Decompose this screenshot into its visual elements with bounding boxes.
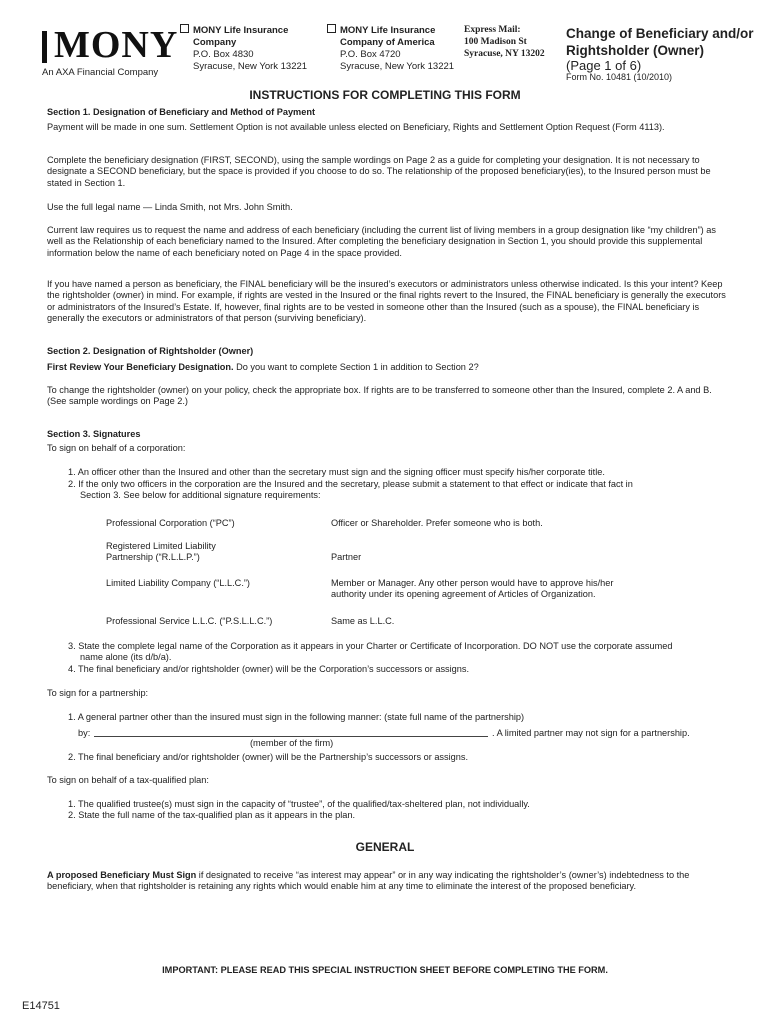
partnership-item-2: 2. The final beneficiary and/or rightsholder (owner) will be the Partnership’s successors or assigns.: [68, 752, 469, 762]
corporation-item-3-cont: name alone (its d/b/a).: [80, 652, 172, 662]
form-number: Form No. 10481 (10/2010): [566, 72, 673, 82]
express-mail-address: [464, 24, 545, 60]
section2-lead: [47, 362, 731, 373]
company2-po-box: P.O. Box 4720: [340, 49, 401, 60]
tax-plan-item-1: 1. The qualified trustee(s) must sign in the capacity of “trustee”, of the qualified/tax-sheltered plan, not individually.: [68, 799, 530, 809]
footer-form-code: E14751: [22, 1000, 60, 1012]
partnership-by-label: by:: [78, 728, 91, 738]
section2-heading: Section 2. Designation of Rightsholder (Owner): [47, 346, 254, 356]
signer-rllp: Partner: [331, 552, 362, 562]
company-address-1: [180, 24, 307, 73]
corporation-item-4: 4. The final beneficiary and/or rightsholder (owner) will be the Corporation’s successors or assigns.: [68, 664, 470, 674]
form-title-line-1: Change of Beneficiary and/or: [566, 26, 754, 41]
entity-pc: Professional Corporation (“PC”): [106, 518, 235, 528]
entity-rllp: Registered Limited Liability Partnership (“R.L.L.P.”): [106, 541, 216, 563]
section1-paragraph-3: Use the full legal name — Linda Smith, not Mrs. John Smith.: [47, 202, 293, 212]
company1-city: Syracuse, New York 13221: [193, 61, 308, 72]
general-text: if designated to receive “as interest may appear” or in any way indicating the rightsholder’s (owner’s) indebtedness to the beneficiary, when that rightsholder is retaining any rights which would enable him at any time to eliminate the interest of the proposed beneficiary.: [47, 870, 690, 892]
company1-name: MONY Life Insurance: [193, 25, 289, 36]
partnership-limited-note: . A limited partner may not sign for a partnership.: [492, 728, 690, 738]
logo-mark: [42, 31, 47, 63]
company1-checkbox[interactable]: [180, 24, 189, 33]
company2-name: MONY Life Insurance: [340, 25, 436, 36]
section1-paragraph-2: Complete the beneficiary designation (FIRST, SECOND), using the sample wordings on Page 2 as a guide for completing your designation. It is not necessary to designate a SECOND beneficiary, but the space is provided if you choose to do so. The relationship of the proposed beneficiary(ies), to the Insured person must be stated in Section 1.: [47, 155, 711, 188]
corporation-intro: To sign on behalf of a corporation:: [47, 443, 186, 453]
corporation-item-2: 2. If the only two officers in the corporation are the Insured and the secretary, please submit a statement to that effect or indicate that fact in: [68, 479, 633, 489]
section2-paragraph: To change the rightsholder (owner) on your policy, check the appropriate box. If rights are to be transferred to someone other than the Insured, complete 2. A and B. (See sample wordings on Page 2.): [47, 385, 712, 407]
general-paragraph: [47, 870, 737, 893]
company2-city: Syracuse, New York 13221: [340, 61, 455, 72]
form-title: [566, 25, 754, 59]
page-indicator: (Page 1 of 6): [566, 58, 642, 73]
signer-llc: Member or Manager. Any other person would have to approve his/her authority under its opening agreement of Articles of Organization.: [331, 578, 614, 600]
express-label: Express Mail:: [464, 25, 521, 35]
section2-lead-bold: First Review Your Beneficiary Designation.: [47, 362, 234, 372]
form-title-line-2: Rightsholder (Owner): [566, 43, 704, 58]
partnership-signature-line[interactable]: [94, 736, 488, 737]
section1-paragraph-1: Payment will be made in one sum. Settlement Option is not available unless elected on Beneficiary, Rights and Settlement Option Request (Form 4113).: [47, 122, 665, 132]
instructions-title: INSTRUCTIONS FOR COMPLETING THIS FORM: [249, 88, 521, 102]
general-lead-bold: A proposed Beneficiary Must Sign: [47, 870, 197, 880]
company-address-2: [327, 24, 454, 73]
section1-paragraph-5: If you have named a person as beneficiary, the FINAL beneficiary will be the insured’s executors or administrators unless otherwise indicated. Is this your intent? Keep the rightsholder (owner) in mind. For example, if rights are vested in the Insured or the final rights revert to the Insured, the FINAL beneficiary is generally the executors or administrators of the Insured’s Estate. If, however, final rights are to be vested in someone other than the Insured (such as a spouse), the FINAL beneficiary is generally the executors or administrators of that person (surviving beneficiary).: [47, 279, 726, 324]
partnership-item-1: 1. A general partner other than the insured must sign in the following manner: (state full name of the partnership): [68, 712, 525, 722]
signer-pc: Officer or Shareholder. Prefer someone who is both.: [331, 518, 543, 528]
signer-psllc: Same as L.L.C.: [331, 616, 395, 626]
important-notice: IMPORTANT: PLEASE READ THIS SPECIAL INSTRUCTION SHEET BEFORE COMPLETING THE FORM.: [162, 965, 608, 975]
company1-po-box: P.O. Box 4830: [193, 49, 254, 60]
company1-name-2: Company: [193, 37, 237, 48]
logo-tagline: An AXA Financial Company: [42, 67, 159, 78]
corporation-item-3: 3. State the complete legal name of the Corporation as it appears in your Charter or Certificate of Incorporation. DO NOT use the corporate assumed: [68, 641, 673, 651]
logo-wordmark: MONY: [54, 24, 179, 66]
section1-heading: Section 1. Designation of Beneficiary and Method of Payment: [47, 107, 316, 117]
express-city: Syracuse, NY 13202: [464, 49, 545, 59]
company2-name-2: Company of America: [340, 37, 435, 48]
section1-paragraph-4: Current law requires us to request the name and address of each beneficiary (including the current list of living members in a group designation like “my children”) as well as the Relationship of each beneficiary named to the Insured. After completing the beneficiary designation in Section 1, you should provide this supplemental information below the name of each beneficiary noted on Page 4 in the space provided.: [47, 225, 716, 258]
general-heading: GENERAL: [355, 840, 415, 854]
corporation-item-2-cont: Section 3. See below for additional signature requirements:: [80, 490, 321, 500]
partnership-member-caption: (member of the firm): [250, 738, 334, 748]
section3-heading: Section 3. Signatures: [47, 429, 141, 439]
company2-checkbox[interactable]: [327, 24, 336, 33]
section2-lead-text: Do you want to complete Section 1 in addition to Section 2?: [233, 362, 479, 372]
mony-logo: [42, 24, 179, 66]
express-street: 100 Madison St: [464, 37, 527, 47]
partnership-intro: To sign for a partnership:: [47, 688, 149, 698]
tax-plan-intro: To sign on behalf of a tax-qualified plan:: [47, 775, 209, 785]
tax-plan-item-2: 2. State the full name of the tax-qualified plan as it appears in the plan.: [68, 810, 356, 820]
entity-llc: Limited Liability Company (“L.L.C.”): [106, 578, 250, 588]
entity-psllc: Professional Service L.L.C. (“P.S.L.L.C.”): [106, 616, 273, 626]
corporation-item-1: 1. An officer other than the Insured and other than the secretary must sign and the signing officer must specify his/her corporate title.: [68, 467, 605, 477]
